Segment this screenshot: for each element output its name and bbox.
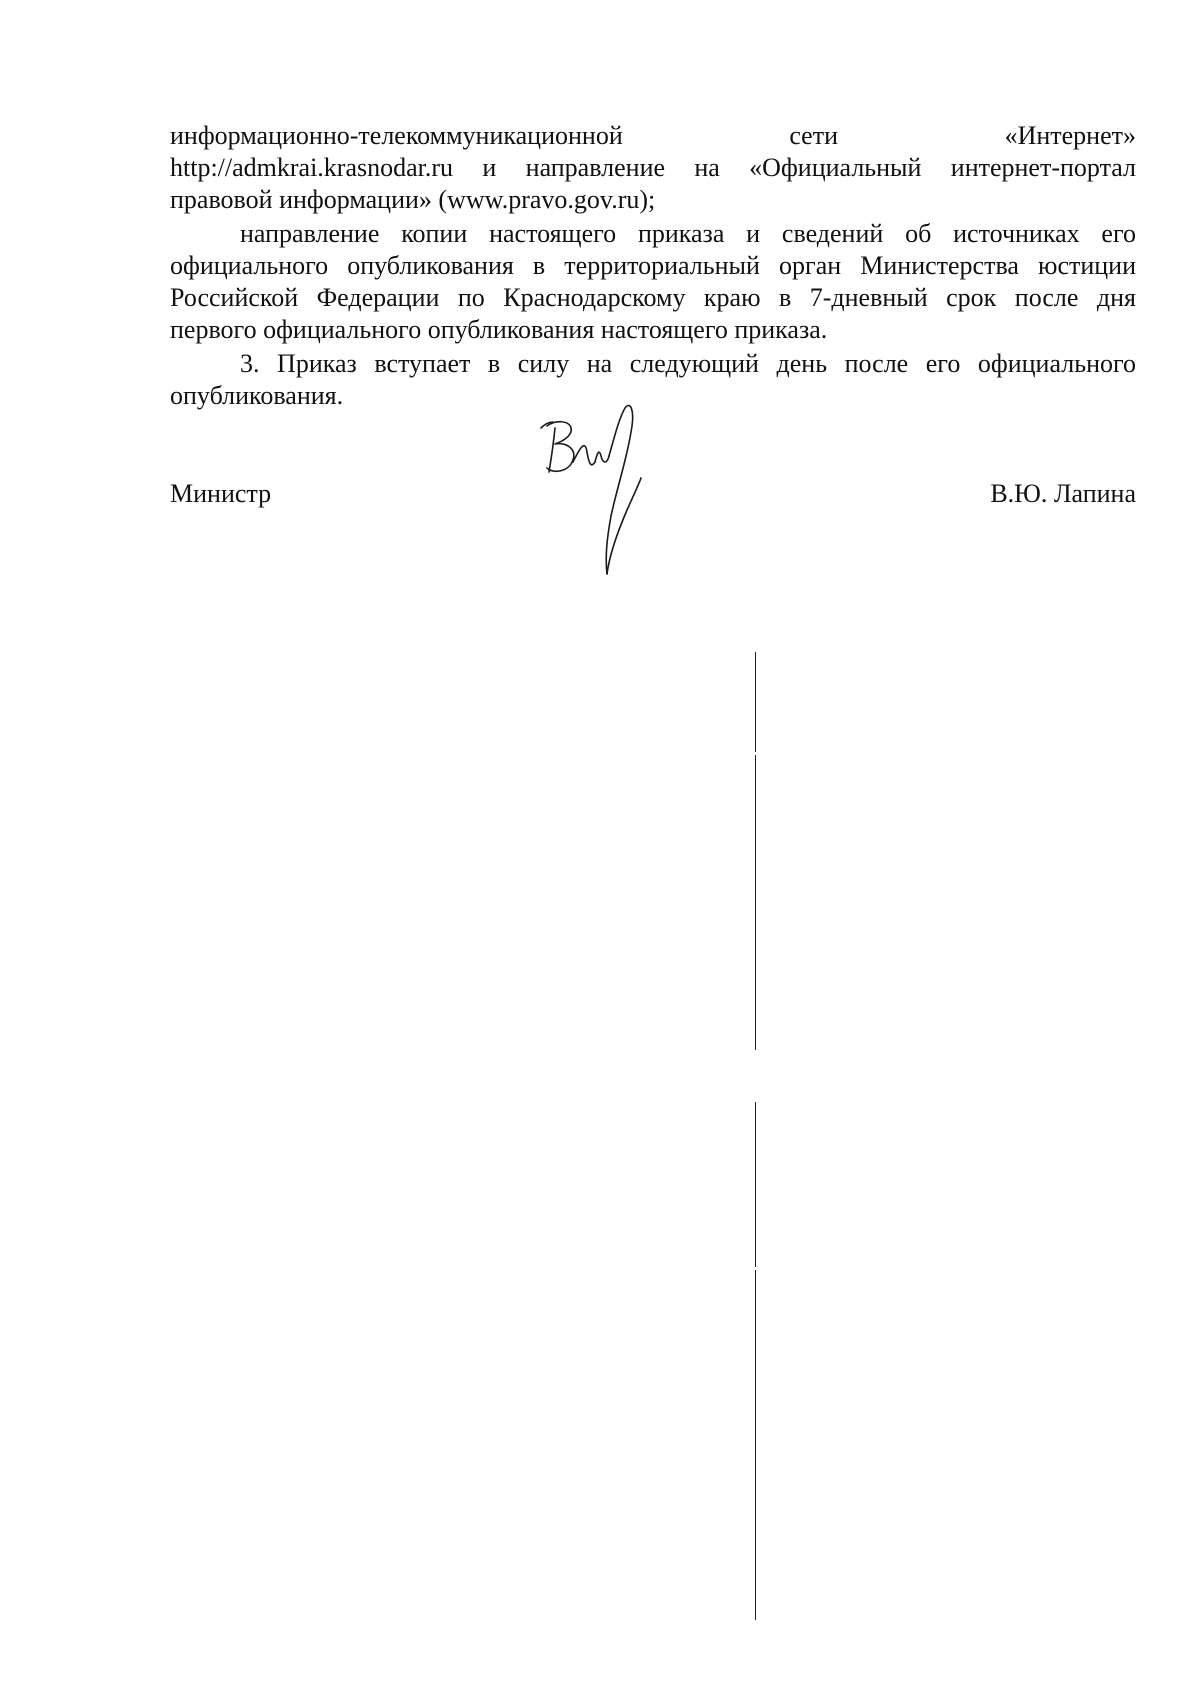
paragraph-1 [170,120,1136,216]
handwritten-signature [535,398,655,578]
paragraph-2-line: Российской Федерации по Краснодарскому краю в 7-дневный срок после дня [170,283,1136,312]
margin-line [755,1102,756,1267]
paragraph-2 [170,218,1136,346]
signatory-title: Министр [170,479,272,508]
paragraph-2-line: официального опубликования в территориальный орган Министерства юстиции [170,251,1136,280]
paragraph-1-line: правовой информации» (www.pravo.gov.ru); [170,185,656,214]
margin-line [755,755,756,1050]
paragraph-1-line: информационно-телекоммуникационной сети «Интернет» [170,121,1136,150]
margin-line [755,1270,756,1620]
margin-line [755,652,756,752]
paragraph-3-line: опубликования. [170,381,344,410]
paragraph-3-line: 3. Приказ вступает в силу на следующий день после его официального [240,349,1136,378]
signatory-name: В.Ю. Лапина [990,479,1136,508]
paragraph-2-line: первого официального опубликования настоящего приказа. [170,315,828,344]
paragraph-1-line: http://admkrai.krasnodar.ru и направление на «Официальный интернет-портал [170,153,1136,182]
paragraph-2-line: направление копии настоящего приказа и сведений об источниках его [240,219,1136,248]
